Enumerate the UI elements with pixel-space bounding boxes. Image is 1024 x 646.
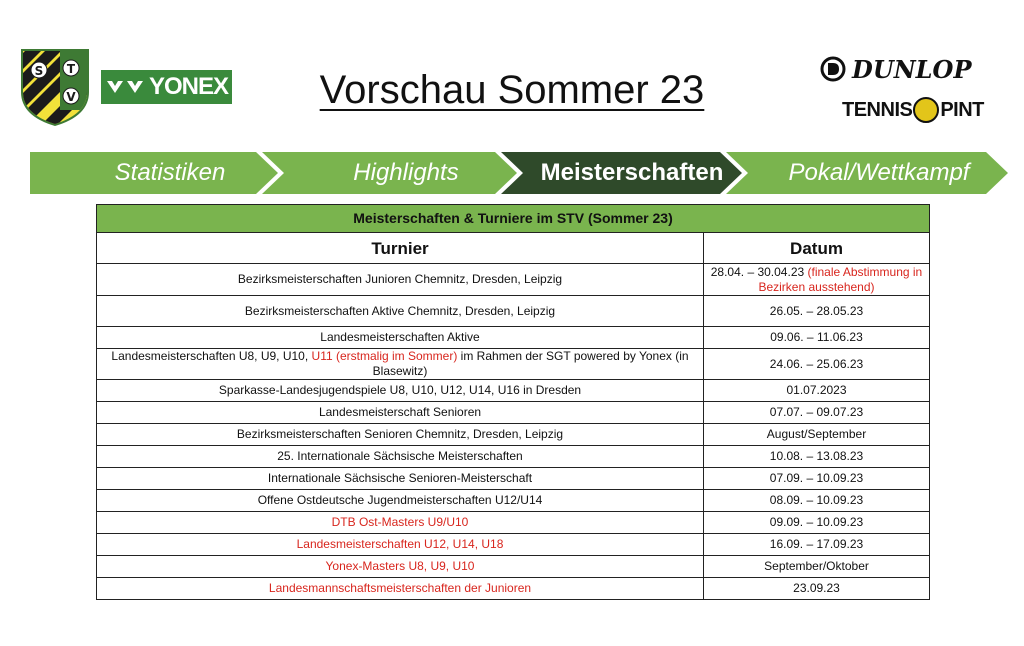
cell-text: Bezirksmeisterschaften Aktive Chemnitz, Dresden, Leipzig: [244, 303, 556, 318]
cell-text: Bezirksmeisterschaften Junioren Chemnitz, Dresden, Leipzig: [237, 272, 563, 286]
table-row: [97, 349, 930, 380]
cell-turnier: [97, 349, 704, 380]
cell-datum: [704, 446, 930, 468]
svg-text:S: S: [34, 64, 44, 78]
cell-text: Internationale Sächsische Senioren-Meisterschaft: [267, 471, 533, 485]
cell-datum: [704, 264, 930, 296]
cell-turnier: [97, 327, 704, 349]
cell-text: Yonex-Masters U8, U9, U10: [325, 559, 475, 573]
nav-tab-meisterschaften[interactable]: Meisterschaften: [540, 159, 724, 186]
cell-text: DTB Ost-Masters U9/U10: [331, 515, 469, 529]
table-caption: Meisterschaften & Turniere im STV (Sommer 23): [97, 205, 930, 233]
cell-text: Sparkasse-Landesjugendspiele U8, U10, U12, U14, U16 in Dresden: [218, 383, 582, 397]
section-nav: [30, 152, 1008, 194]
cell-datum: [704, 327, 930, 349]
table-row: [97, 424, 930, 446]
page-title: Vorschau Sommer 23: [319, 68, 705, 112]
table-row: [97, 534, 930, 556]
dunlop-wordmark: DUNLOP: [852, 54, 972, 84]
cell-turnier: [97, 512, 704, 534]
cell-text: September/Oktober: [764, 559, 869, 573]
cell-turnier: [97, 424, 704, 446]
cell-datum: [704, 578, 930, 600]
cell-datum: [704, 468, 930, 490]
cell-text: 08.09. – 10.09.23: [769, 493, 864, 507]
cell-text: Landesmannschaftsmeisterschaften der Junioren: [268, 581, 532, 595]
tennis-point-word-left: TENNIS: [842, 98, 913, 121]
svg-text:T: T: [66, 62, 76, 76]
cell-turnier: [97, 264, 704, 296]
cell-turnier: [97, 490, 704, 512]
cell-text: 01.07.2023: [786, 383, 847, 397]
cell-text: 24.06. – 25.06.23: [769, 356, 864, 371]
table-row: [97, 512, 930, 534]
tennis-ball-icon: [913, 97, 939, 123]
cell-turnier: [97, 296, 704, 327]
cell-text: 16.09. – 17.09.23: [769, 537, 864, 551]
table-row: [97, 296, 930, 327]
column-header-datum: Datum: [704, 233, 930, 264]
cell-datum: [704, 424, 930, 446]
cell-text: 07.09. – 10.09.23: [769, 471, 864, 485]
nav-tab-statistiken[interactable]: Statistiken: [114, 159, 226, 186]
table-row: [97, 264, 930, 296]
svg-text:V: V: [66, 90, 76, 104]
table-row: [97, 556, 930, 578]
cell-turnier: [97, 446, 704, 468]
cell-text: 25. Internationale Sächsische Meisterschaften: [277, 449, 523, 463]
cell-turnier: [97, 402, 704, 424]
cell-datum: [704, 402, 930, 424]
cell-text: 09.09. – 10.09.23: [769, 515, 864, 529]
cell-text: 28.04. – 30.04.23: [710, 264, 808, 279]
cell-text: 07.07. – 09.07.23: [769, 405, 864, 419]
column-header-turnier: Turnier: [97, 233, 704, 264]
yonex-mark-icon: [105, 77, 145, 97]
table-row: [97, 490, 930, 512]
cell-text: Bezirksmeisterschaften Senioren Chemnitz, Dresden, Leipzig: [236, 427, 564, 441]
yonex-logo: [101, 70, 232, 104]
cell-text: U11 (erstmalig im Sommer): [311, 349, 458, 363]
table-body: [97, 264, 930, 600]
cell-text: (finale Abstimmung in Bezirken ausstehend): [758, 264, 923, 294]
cell-datum: [704, 490, 930, 512]
table-row: [97, 327, 930, 349]
table-row: [97, 446, 930, 468]
dunlop-logo: [820, 52, 995, 86]
cell-turnier: [97, 468, 704, 490]
cell-text: Landesmeisterschaften U8, U9, U10,: [111, 349, 312, 363]
stv-logo: [20, 48, 90, 126]
nav-tab-pokal-wettkampf[interactable]: Pokal/Wettkampf: [788, 159, 970, 186]
cell-text: Landesmeisterschaften U12, U14, U18: [296, 537, 504, 551]
cell-turnier: [97, 578, 704, 600]
cell-datum: [704, 349, 930, 380]
table-row: [97, 468, 930, 490]
table-row: [97, 402, 930, 424]
tournament-table: [96, 204, 930, 600]
cell-text: im Rahmen der SGT powered by Yonex (in Blasewitz): [372, 349, 689, 378]
cell-text: 10.08. – 13.08.23: [769, 449, 864, 463]
cell-text: August/September: [766, 427, 867, 441]
cell-text: Landesmeisterschaft Senioren: [318, 405, 482, 419]
yonex-wordmark: YONEX: [148, 73, 229, 100]
cell-datum: [704, 556, 930, 578]
dunlop-flying-d-icon: [820, 56, 846, 82]
cell-datum: [704, 380, 930, 402]
cell-text: 09.06. – 11.06.23: [770, 330, 863, 344]
table-row: [97, 578, 930, 600]
tennis-point-word-right: PINT: [940, 98, 984, 121]
cell-turnier: [97, 380, 704, 402]
cell-turnier: [97, 556, 704, 578]
cell-datum: [704, 534, 930, 556]
cell-text: Offene Ostdeutsche Jugendmeisterschaften U12/U14: [257, 493, 543, 507]
table-row: [97, 380, 930, 402]
cell-text: 26.05. – 28.05.23: [769, 303, 864, 318]
cell-text: Landesmeisterschaften Aktive: [320, 330, 480, 344]
cell-text: 23.09.23: [793, 581, 840, 595]
nav-tab-highlights[interactable]: Highlights: [353, 159, 459, 186]
cell-datum: [704, 296, 930, 327]
tennis-point-logo: [842, 92, 994, 128]
cell-datum: [704, 512, 930, 534]
cell-turnier: [97, 534, 704, 556]
